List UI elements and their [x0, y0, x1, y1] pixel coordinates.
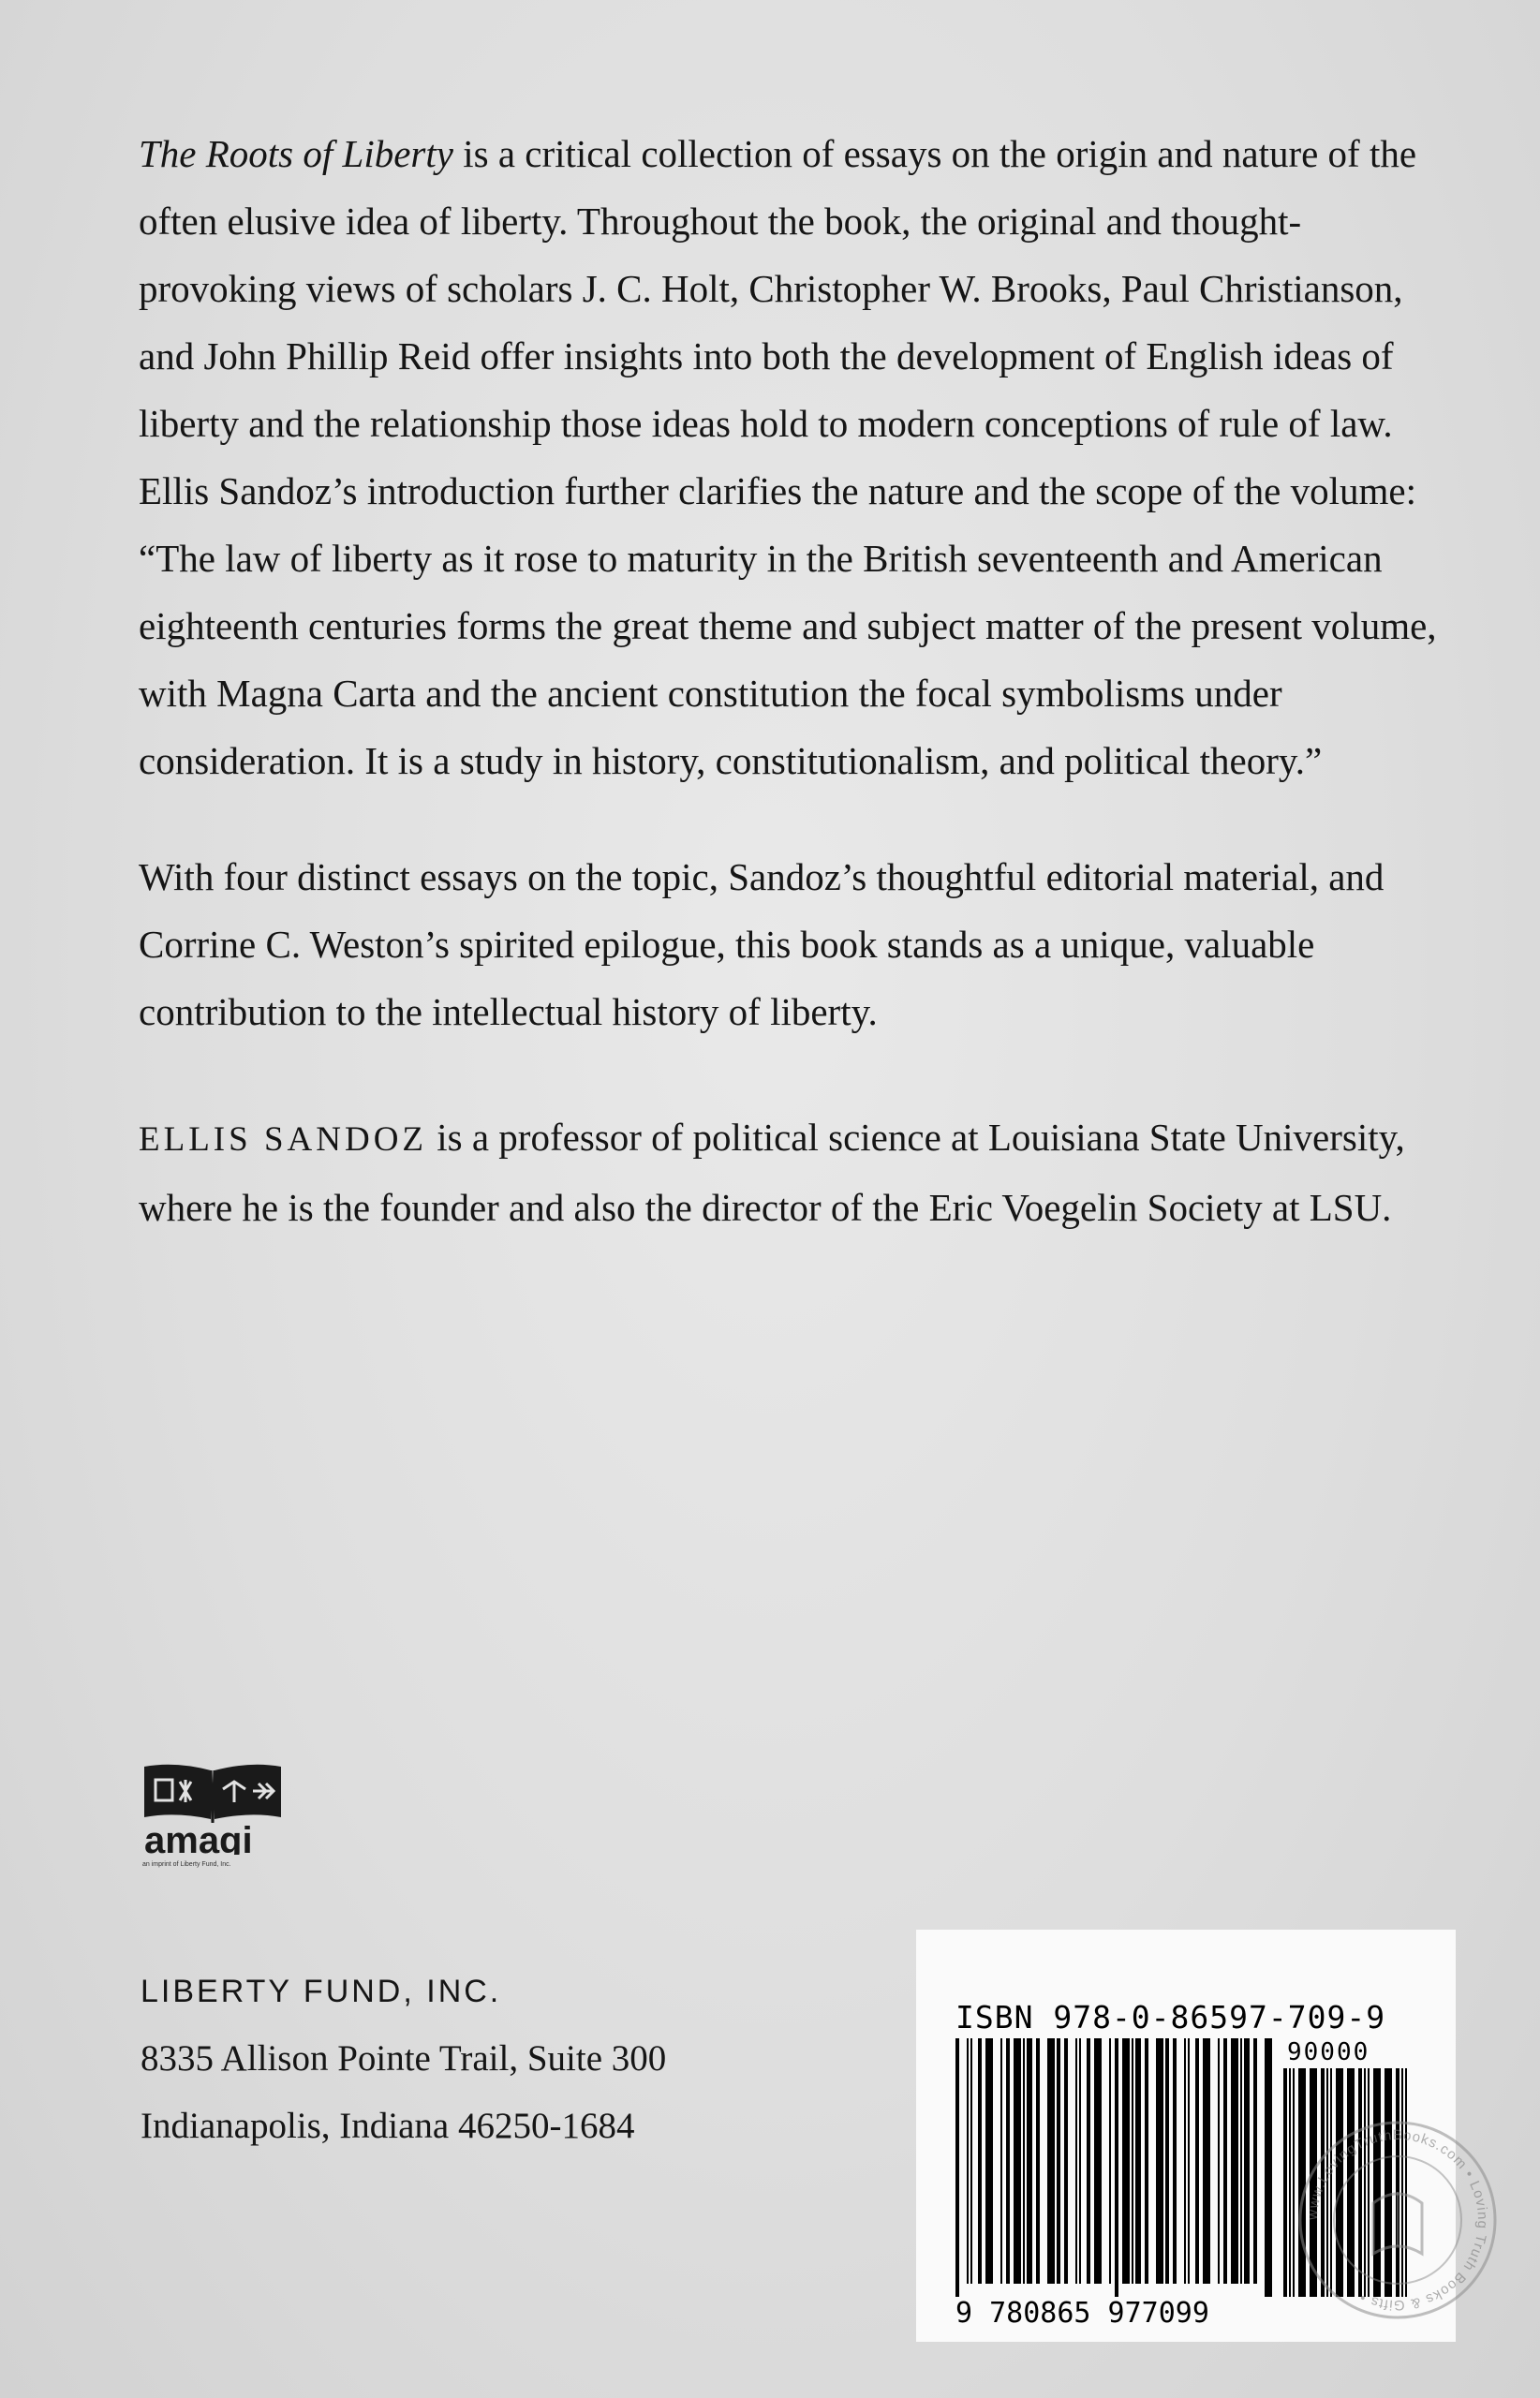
publisher-address-line1: 8335 Allison Pointe Trail, Suite 300	[141, 2038, 667, 2079]
barcode-bar	[1122, 2038, 1130, 2284]
price-code-label: 90000	[1287, 2038, 1370, 2066]
barcode-bar	[1244, 2038, 1250, 2284]
publisher-block	[141, 1958, 666, 2160]
barcode-bar	[978, 2038, 982, 2284]
barcode-bar	[1000, 2038, 1002, 2284]
barcode-bar	[1109, 2038, 1111, 2284]
barcode-bar	[1023, 2038, 1025, 2284]
barcode-bar	[1027, 2038, 1032, 2284]
stamp-text: www.LovingTruthBooks.com • Loving Truth Books & Gifts •	[1304, 2126, 1491, 2314]
barcode-bar	[1014, 2038, 1021, 2284]
barcode-bar	[1203, 2038, 1210, 2284]
barcode-bar	[1132, 2038, 1133, 2284]
barcode-bar	[1047, 2038, 1055, 2284]
description-text: is a critical collection of essays on the origin and nature of the often elusive idea of liberty. Throughout the book, the original and thought-provoking views of scholars J. C. Holt, Christopher W. Brooks, Paul Christianson, and John Phillip Reid offer insights into both the development of English ideas of liberty and the relationship those ideas hold to modern conceptions of rule of law. Ellis Sandoz’s introduction further clarifies the nature and the scope of the volume: “The law of liberty as it rose to maturity in the British seventeenth and American eighteenth centuries forms the great theme and subject matter of the present volume, with Magna Carta and the ancient constitution the focal symbolisms under consideration. It is a study in history, constitutionalism, and political theory.”	[139, 132, 1437, 782]
publisher-address-line2: Indianapolis, Indiana 46250-1684	[141, 2106, 635, 2146]
book-icon	[142, 1761, 283, 1855]
barcode-bar	[1265, 2038, 1272, 2297]
barcode-bar	[967, 2038, 969, 2284]
barcode-bar	[1289, 2068, 1291, 2297]
barcode-bar	[1115, 2038, 1118, 2297]
barcode-bar	[1006, 2038, 1010, 2284]
author-name: ELLIS SANDOZ	[139, 1120, 428, 1159]
barcode-bar	[1165, 2038, 1169, 2284]
barcode-bar	[1223, 2038, 1227, 2284]
barcode-digits: 9 780865 977099	[955, 2297, 1209, 2330]
publisher-name: LIBERTY FUND, INC.	[141, 1974, 502, 2009]
logo-wordmark: amagi	[144, 1820, 253, 1855]
barcode-bar	[1156, 2038, 1163, 2284]
barcode-bar	[1240, 2038, 1242, 2284]
barcode-bar	[1231, 2038, 1238, 2284]
bookseller-stamp	[1295, 2117, 1501, 2328]
barcode-bar	[1145, 2038, 1148, 2284]
logo-tagline: an imprint of Liberty Fund, Inc.	[142, 1861, 231, 1868]
barcode-bar	[1075, 2038, 1077, 2284]
description-paragraph	[139, 120, 1441, 794]
barcode-bar	[1094, 2038, 1102, 2284]
barcode-bar	[1057, 2038, 1060, 2284]
barcode-bar	[1188, 2038, 1190, 2284]
isbn-label: ISBN 978-0-86597-709-9	[955, 1999, 1386, 2035]
barcode-bar	[1135, 2038, 1141, 2284]
stamp-seal	[1295, 2117, 1501, 2323]
barcode-bar	[1184, 2038, 1186, 2284]
author-bio-paragraph	[139, 1103, 1441, 1241]
barcode-bar	[1195, 2038, 1199, 2284]
barcode-bar	[1036, 2038, 1040, 2284]
barcode-bar	[1253, 2038, 1257, 2284]
barcode-bar	[1087, 2038, 1090, 2284]
barcode-bar	[955, 2038, 959, 2297]
barcode-bar	[1173, 2038, 1177, 2284]
summary-paragraph: With four distinct essays on the topic, Sandoz’s thoughtful editorial material, and Corrine C. Weston’s spirited epilogue, this book stands as a unique, valuable contribution to the intellectual history of liberty.	[139, 855, 1385, 1033]
barcode-bar	[1079, 2038, 1081, 2284]
barcode-bar	[970, 2038, 972, 2284]
blurb-text	[139, 120, 1441, 1299]
amagi-logo	[142, 1761, 292, 1868]
ean-barcode	[955, 2038, 1280, 2297]
author-bio-text: is a professor of political science at Louisiana State University, where he is the founder and also the director of the Eric Voegelin Society at LSU.	[139, 1116, 1405, 1229]
barcode-bar	[1218, 2038, 1220, 2284]
barcode-bar	[1064, 2038, 1068, 2284]
barcode-bar	[1283, 2068, 1287, 2297]
book-title: The Roots of Liberty	[139, 132, 453, 175]
barcode-bar	[985, 2038, 993, 2284]
